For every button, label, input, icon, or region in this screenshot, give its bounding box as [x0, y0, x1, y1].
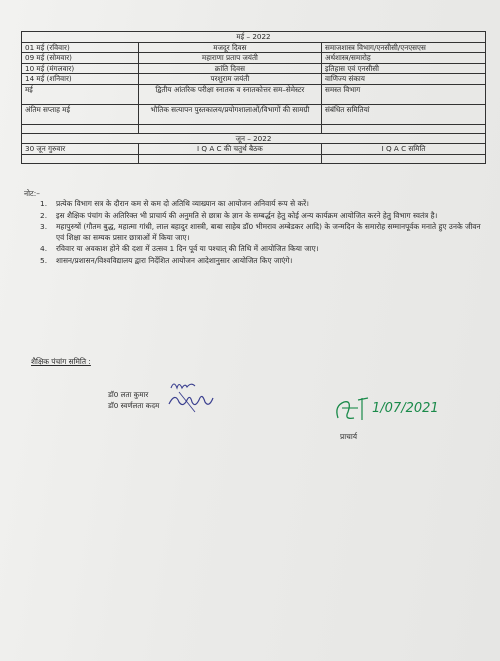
table-row: [22, 63, 486, 74]
event-cell: क्रांति दिवस: [138, 63, 321, 74]
date-cell: 10 मई (मंगलवार): [22, 63, 139, 74]
month-header-may: मई – 2022: [22, 32, 486, 43]
blank-row: [22, 124, 486, 133]
blank-row: [22, 154, 486, 163]
note-number: 4.: [40, 244, 48, 254]
event-cell: I Q A C की चतुर्थ बैठक: [138, 144, 321, 155]
dept-cell: अर्थशास्त्र/समारोह: [322, 53, 486, 64]
note-text: प्रत्येक विभाग सत्र के दौरान कम से कम दो अतिथि व्याख्यान का आयोजन अनिवार्य रूप से करें।: [56, 199, 309, 208]
note-text: महापुरुषों (गौतम बुद्ध, महात्मा गांधी, लाल बहादुर शास्त्री, बाबा साहेब डॉ0 भीमराव अम्बेडकर आदि) के जन्मदिन के समारोह सम्मानपूर्वक मनाते हुए उनके जीवन एवं शिक्षा का सम्यक प्रसार छात्राओं में किया जाए।: [56, 222, 481, 242]
table-row: [22, 53, 486, 64]
event-cell: महाराणा प्रताप जयंती: [138, 53, 321, 64]
committee-label: शैक्षिक पंचांग समिति :: [31, 357, 91, 366]
date-cell: 14 मई (शनिवार): [22, 74, 139, 85]
note-number: 5.: [40, 255, 48, 265]
blank-cell: [138, 124, 321, 133]
note-item: [40, 199, 485, 210]
committee-signature: [165, 378, 225, 414]
month-header-row: [22, 32, 486, 43]
dept-cell: समाजशास्त्र विभाग/एनसीसी/एनएसएस: [322, 42, 486, 53]
blank-cell: [322, 154, 486, 163]
dept-cell: समस्त विभाग: [322, 84, 486, 104]
blank-cell: [22, 124, 139, 133]
month-header-row: [22, 133, 486, 144]
note-text: रविवार या अवकाश होने की दशा में उत्सव 1 दिन पूर्व या पश्चात् की तिथि में आयोजित किया जाए।: [56, 244, 319, 254]
month-header-june: जून – 2022: [22, 133, 486, 144]
note-item: [40, 211, 485, 222]
event-cell: परशुराम जयंती: [138, 74, 321, 85]
note-number: 3.: [40, 222, 48, 232]
signature-date-text: 1/07/2021: [372, 401, 439, 416]
date-cell: अंतिम सप्ताह मई: [22, 104, 139, 124]
principal-label: प्राचार्य: [340, 432, 358, 441]
event-cell: द्वितीय आंतरिक परीक्षा स्नातक व स्नातकोत्तर सम–सेमेस्टर: [138, 84, 321, 104]
blank-cell: [322, 124, 486, 133]
dept-cell: संबंधित समितियां: [322, 104, 486, 124]
note-item: [40, 256, 485, 267]
academic-calendar-table: [21, 31, 486, 164]
table-row: [22, 84, 486, 104]
table-row: [22, 74, 486, 85]
note-item: [40, 244, 485, 255]
date-cell: 01 मई (रविवार): [22, 42, 139, 53]
note-text: शासन/प्रशासन/विश्वविद्यालय द्वारा निर्देशित आयोजन आदेशानुसार आयोजित किए जाएंगे।: [56, 255, 293, 265]
notes-list: [40, 199, 485, 268]
committee-members: [108, 389, 159, 411]
event-cell: भौतिक सत्यापन पुस्तकालय/प्रयोगशालाओं/विभागों की सामग्री: [138, 104, 321, 124]
dept-cell: I Q A C समिति: [322, 144, 486, 155]
member-name: डॉ0 स्वर्णलता कदम: [108, 401, 160, 410]
note-item: [40, 222, 485, 243]
table-row: [22, 42, 486, 53]
date-cell: 30 जून गुरुवार: [22, 144, 139, 155]
note-text: इस शैक्षिक पंचांग के अतिरिक्त भी प्राचार्य की अनुमति से छात्रा के ज्ञान के सम्बर्द्धन हेतु कोई अन्य कार्यक्रम आयोजित करने हेतु विभाग स्वतंत्र है।: [56, 210, 438, 220]
table-row: [22, 144, 486, 155]
dept-cell: वाणिज्य संकाय: [322, 74, 486, 85]
table-row: [22, 104, 486, 124]
event-cell: मजदूर दिवस: [138, 42, 321, 53]
principal-signature: [332, 388, 450, 428]
note-number: 1.: [40, 199, 48, 208]
member-name: डॉ0 लता कुमार: [108, 390, 149, 399]
notes-title: नोट:–: [24, 189, 40, 198]
blank-cell: [138, 154, 321, 163]
date-cell: 09 मई (सोमवार): [22, 53, 139, 64]
note-number: 2.: [40, 210, 48, 220]
date-cell: मई: [22, 84, 139, 104]
blank-cell: [22, 154, 139, 163]
dept-cell: इतिहास एवं एनसीसी: [322, 63, 486, 74]
